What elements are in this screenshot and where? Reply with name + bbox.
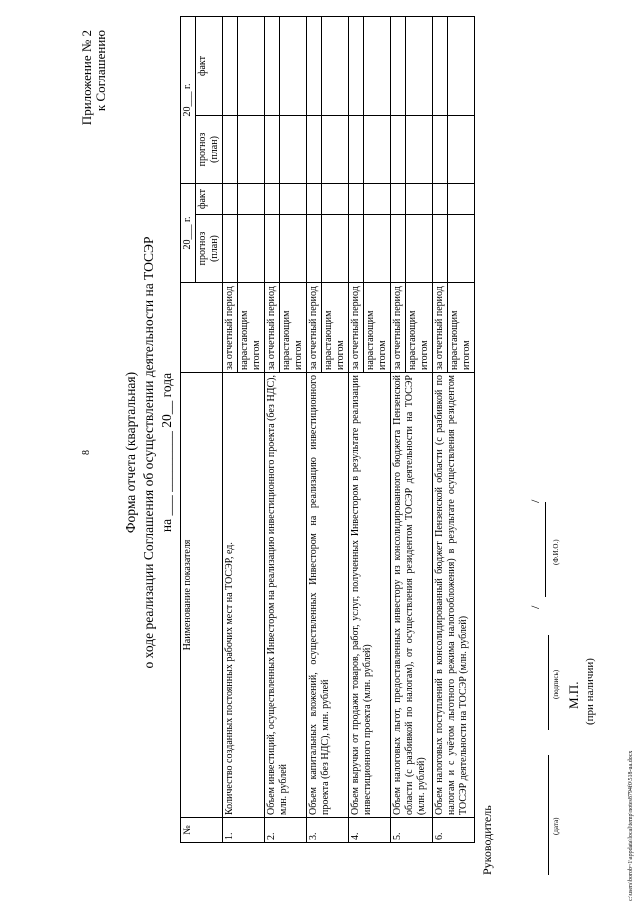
row-period: нарастающим итогом <box>322 283 349 373</box>
row-name: Объем выручки от продажи товаров, работ, услуг, полученных Инвестором в результате реализации инвестиционного проекта (млн. рублей) <box>349 373 391 818</box>
slash-right: / <box>528 499 542 503</box>
form-title: Форма отчета (квартальная) <box>123 371 138 534</box>
signature-head: Руководитель <box>480 805 494 875</box>
slash-left: / <box>528 605 542 609</box>
sign-caption: (подпись) <box>552 669 560 699</box>
date-line <box>548 755 549 875</box>
row-name: Объем инвестиций, осуществленных Инвестором на реализацию инвестиционного проекта (без НДС), млн. рублей <box>265 373 307 818</box>
header-year1: 20___ г. <box>181 183 196 282</box>
appendix-line1: Приложение № 2 <box>79 30 94 126</box>
fio-caption: (Ф.И.О.) <box>552 539 560 565</box>
row-period: нарастающим итогом <box>406 283 433 373</box>
row-num: 2. <box>265 818 307 843</box>
header-num: № <box>181 818 223 843</box>
table-row <box>391 16 406 842</box>
stamp-label: М.П. <box>566 681 581 709</box>
header-fact-2: факт <box>196 16 223 115</box>
header-fact-1: факт <box>196 183 223 214</box>
appendix-label <box>80 30 108 125</box>
row-num: 3. <box>307 818 349 843</box>
header-name: Наименование показателя <box>181 373 223 818</box>
header-forecast-2: прогноз (план) <box>196 115 223 183</box>
header-period <box>181 283 223 373</box>
footer-path: c:\users\borob~1\appdata\local\temp\notes8794f0\518-ua.docx <box>628 750 634 901</box>
header-row <box>181 16 196 842</box>
table-row <box>265 16 280 842</box>
row-period: нарастающим итогом <box>364 283 391 373</box>
table-row <box>223 16 238 842</box>
table-row <box>433 16 448 842</box>
row-period: за отчетный период <box>307 283 322 373</box>
header-forecast-1: прогноз (план) <box>196 215 223 283</box>
table-row <box>307 16 322 842</box>
row-period: за отчетный период <box>391 283 406 373</box>
stamp-note: (при наличии) <box>584 658 596 725</box>
form-subtitle: о ходе реализации Соглашения об осуществлении деятельности на ТОСЭР <box>141 236 156 669</box>
row-name: Количество созданных постоянных рабочих мест на ТОСЭР, ед. <box>223 373 265 818</box>
row-period: за отчетный период <box>223 283 238 373</box>
row-num: 1. <box>223 818 265 843</box>
row-name: Объем налоговых поступлений в консолидированный бюджет Пензенской области (с разбивкой по налогам и с учётом льготного режима налогообложения) в результате осуществления резидентом ТОСЭР деятельности на ТОСЭР (млн. рублей) <box>433 373 475 818</box>
row-num: 4. <box>349 818 391 843</box>
row-name: Объем капитальных вложений, осуществленных Инвестором на реализацию инвестиционного проекта (без НДС), млн. рублей <box>307 373 349 818</box>
row-num: 5. <box>391 818 433 843</box>
row-period: за отчетный период <box>349 283 364 373</box>
date-caption: (дата) <box>552 817 560 835</box>
table-row <box>349 16 364 842</box>
report-table <box>180 16 475 843</box>
appendix-line2: к Соглашению <box>93 30 108 112</box>
row-period: нарастающим итогом <box>448 283 475 373</box>
page-number: 8 <box>81 450 92 455</box>
fio-line <box>545 502 546 597</box>
sign-line <box>548 635 549 730</box>
header-year2: 20___ г. <box>181 16 196 183</box>
row-period: за отчетный период <box>265 283 280 373</box>
row-period: нарастающим итогом <box>280 283 307 373</box>
row-period: нарастающим итогом <box>238 283 265 373</box>
form-date-line: на ___ _________ 20__ года <box>159 372 174 533</box>
row-num: 6. <box>433 818 475 843</box>
row-name: Объем налоговых льгот, предоставленных инвестору из консолидированного бюджета Пензенской области (с разбивкой по налогам), от осуществления резидентом ТОСЭР деятельности на ТОСЭР (млн. рублей) <box>391 373 433 818</box>
row-period: за отчетный период <box>433 283 448 373</box>
